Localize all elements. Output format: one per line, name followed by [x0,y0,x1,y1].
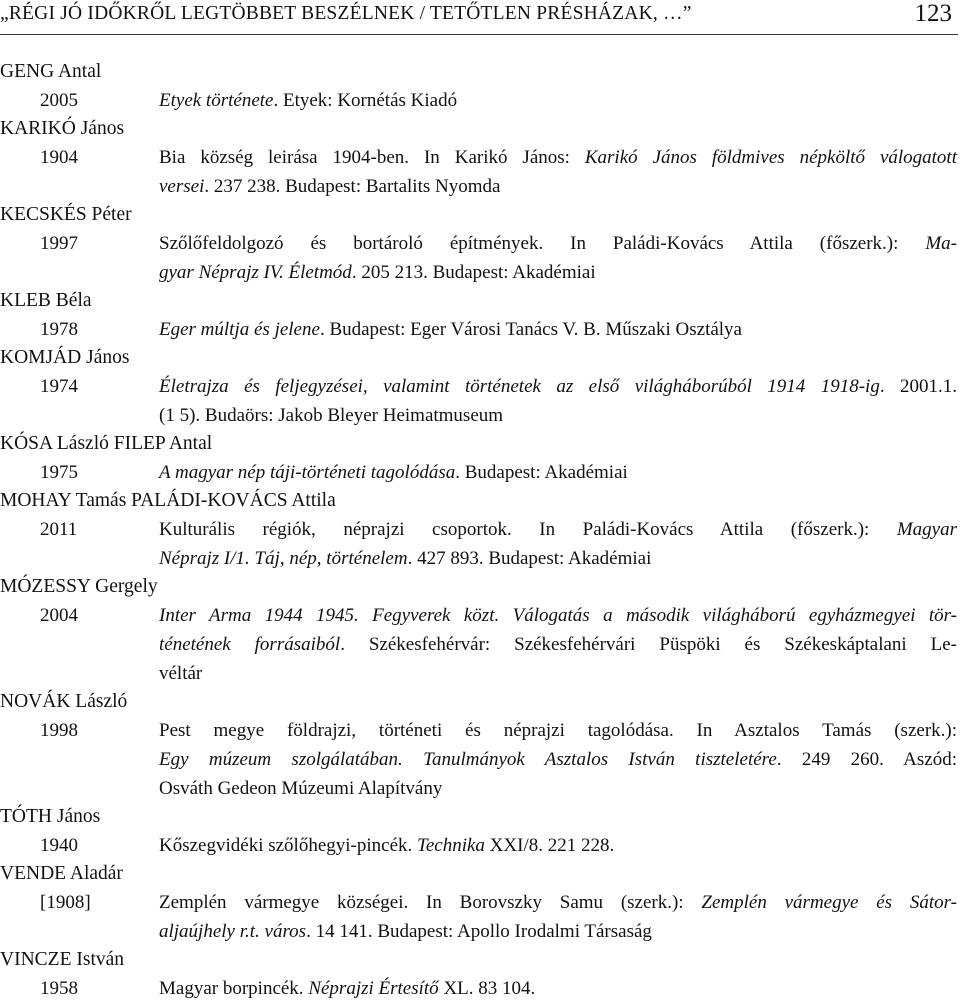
reference-text [159,143,957,201]
reference-line [159,745,957,774]
bibliography-entry [0,946,960,1003]
italic-title-segment: Inter Arma 1944 1945. Fegyverek közt. Válogatás a második világháború egyházmegyei tör- [159,605,957,626]
bibliography-entry [0,573,960,688]
reference-text [159,888,957,946]
reference-text [159,716,957,803]
author-name: NOVÁK László [0,691,128,712]
reference-line [159,888,957,917]
bibliography-entry [0,803,960,860]
author-name: VINCZE István [0,949,125,970]
italic-title-segment: Néprajzi Értesítő [308,978,439,999]
reference-item [0,229,960,287]
bibliography-entry [0,201,960,287]
reference-item [0,143,960,201]
reference-line [159,601,957,630]
reference-line [159,659,957,688]
italic-title-segment: versei [159,176,205,197]
reference-item [0,888,960,946]
reference-line [159,716,957,745]
reference-text [159,315,957,344]
author-name: MOHAY Tamás PALÁDI-KOVÁCS Attila [0,490,336,511]
reference-line [159,401,957,430]
reference-text [159,601,957,688]
reference-line [159,974,957,1003]
author-name: MÓZESSY Gergely [0,576,158,597]
italic-title-segment: gyar Néprajz IV. Életmód [159,262,352,283]
publication-year: 1904 [40,147,78,168]
text-segment: Magyar borpincék. [159,978,309,999]
reference-text [159,458,957,487]
author-name: KLEB Béla [0,290,92,311]
text-segment: Pest megye földrajzi, történeti és néprajzi tagolódása. In Asztalos Tamás (szerk.): [159,720,957,741]
author-name: TÓTH János [0,806,101,827]
text-segment: Szőlőfeldolgozó és bortároló építmények. In Paládi-Kovács Attila (főszerk.): [159,233,926,254]
reference-line [159,86,957,115]
italic-title-segment: Néprajz I/1. Táj, nép, történelem [159,548,408,569]
text-segment: XXI/8. 221 228. [484,835,615,856]
italic-title-segment: Technika [417,835,485,856]
text-segment: . 205 213. Budapest: Akadémiai [351,262,596,283]
reference-item [0,515,960,573]
reference-text [159,974,957,1003]
reference-line [159,172,957,201]
text-segment: . 2001.1. [879,376,957,397]
reference-text [159,372,957,430]
italic-title-segment: Egy múzeum szolgálatában. Tanulmányok Asztalos István tiszteletére [159,749,777,770]
bibliography-entry [0,344,960,430]
reference-text [159,515,957,573]
reference-line [159,372,957,401]
italic-title-segment: Életrajza és feljegyzései, valamint történetek az első világháborúból 1914 1918-ig [159,376,880,397]
bibliography-entry [0,860,960,946]
reference-text [159,831,957,860]
author-name: KOMJÁD János [0,347,130,368]
reference-line [159,917,957,946]
text-segment: . Budapest: Eger Városi Tanács V. B. Műszaki Osztálya [319,319,742,340]
reference-item [0,458,960,487]
text-segment: véltár [159,663,203,684]
reference-line [159,315,957,344]
text-segment: . Budapest: Akadémiai [455,462,628,483]
publication-year: 1998 [40,720,78,741]
reference-text [159,86,957,115]
text-segment: Osváth Gedeon Múzeumi Alapítvány [159,778,443,799]
author-name: KARIKÓ János [0,118,125,139]
text-segment: XL. 83 104. [438,978,536,999]
publication-year: 1975 [40,462,78,483]
publication-year: [1908] [40,892,91,913]
italic-title-segment: Zemplén vármegye és Sátor- [701,892,957,913]
publication-year: 1940 [40,835,78,856]
author-name: KÓSA László FILEP Antal [0,433,213,454]
reference-item [0,372,960,430]
running-header [0,0,958,35]
reference-item [0,601,960,688]
publication-year: 2011 [40,519,78,540]
reference-item [0,86,960,115]
author-name: KECSKÉS Péter [0,204,132,225]
text-segment: Zemplén vármegye községei. In Borovszky Samu (szerk.): [159,892,702,913]
text-segment: (1 5). Budaörs: Jakob Bleyer Heimatmuseum [159,405,504,426]
text-segment: . 249 260. Aszód: [776,749,957,770]
text-segment: . 237 238. Budapest: Bartalits Nyomda [204,176,501,197]
text-segment: Kulturális régiók, néprajzi csoportok. In Paládi-Kovács Attila (főszerk.): [159,519,897,540]
bibliography-entry [0,487,960,573]
reference-line [159,258,957,287]
reference-line [159,774,957,803]
text-segment: Bia község leirása 1904-ben. In Karikó János: [159,147,585,168]
running-header-title: „RÉGI JÓ IDŐKRŐL LEGTÖBBET BESZÉLNEK / TETŐTLEN PRÉSHÁZAK, …” [0,3,692,24]
publication-year: 1978 [40,319,78,340]
italic-title-segment: Etyek története [159,90,274,111]
text-segment: Kőszegvidéki szőlőhegyi-pincék. [159,835,418,856]
reference-line [159,229,957,258]
italic-title-segment: Karikó János földmives népköltő válogatott [584,147,957,168]
reference-line [159,630,957,659]
reference-line [159,458,957,487]
italic-title-segment: Magyar [896,519,957,540]
reference-item [0,974,960,1003]
reference-item [0,831,960,860]
text-segment: . Székesfehérvár: Székesfehérvári Püspöki és Székeskáptalani Le- [340,634,958,655]
reference-item [0,315,960,344]
author-name: VENDE Aladár [0,863,123,884]
reference-line [159,544,957,573]
publication-year: 1997 [40,233,78,254]
text-segment: . Etyek: Kornétás Kiadó [273,90,458,111]
page-number: 123 [914,0,952,27]
italic-title-segment: Eger múltja és jelene [159,319,320,340]
italic-title-segment: A magyar nép táji-történeti tagolódása [159,462,456,483]
reference-line [159,143,957,172]
bibliography-entry [0,430,960,487]
italic-title-segment: Ma- [925,233,957,254]
reference-item [0,716,960,803]
reference-line [159,831,957,860]
italic-title-segment: aljaújhely r.t. város [159,921,307,942]
reference-line [159,515,957,544]
bibliography-list [0,58,960,1003]
bibliography-entry [0,287,960,344]
reference-text [159,229,957,287]
text-segment: . 14 141. Budapest: Apollo Irodalmi Társaság [306,921,652,942]
publication-year: 2004 [40,605,78,626]
publication-year: 1958 [40,978,78,999]
italic-title-segment: ténetének forrásaiból [159,634,341,655]
publication-year: 1974 [40,376,78,397]
author-name: GENG Antal [0,61,102,82]
publication-year: 2005 [40,90,78,111]
bibliography-entry [0,58,960,115]
text-segment: . 427 893. Budapest: Akadémiai [407,548,652,569]
bibliography-entry [0,115,960,201]
bibliography-entry [0,688,960,803]
